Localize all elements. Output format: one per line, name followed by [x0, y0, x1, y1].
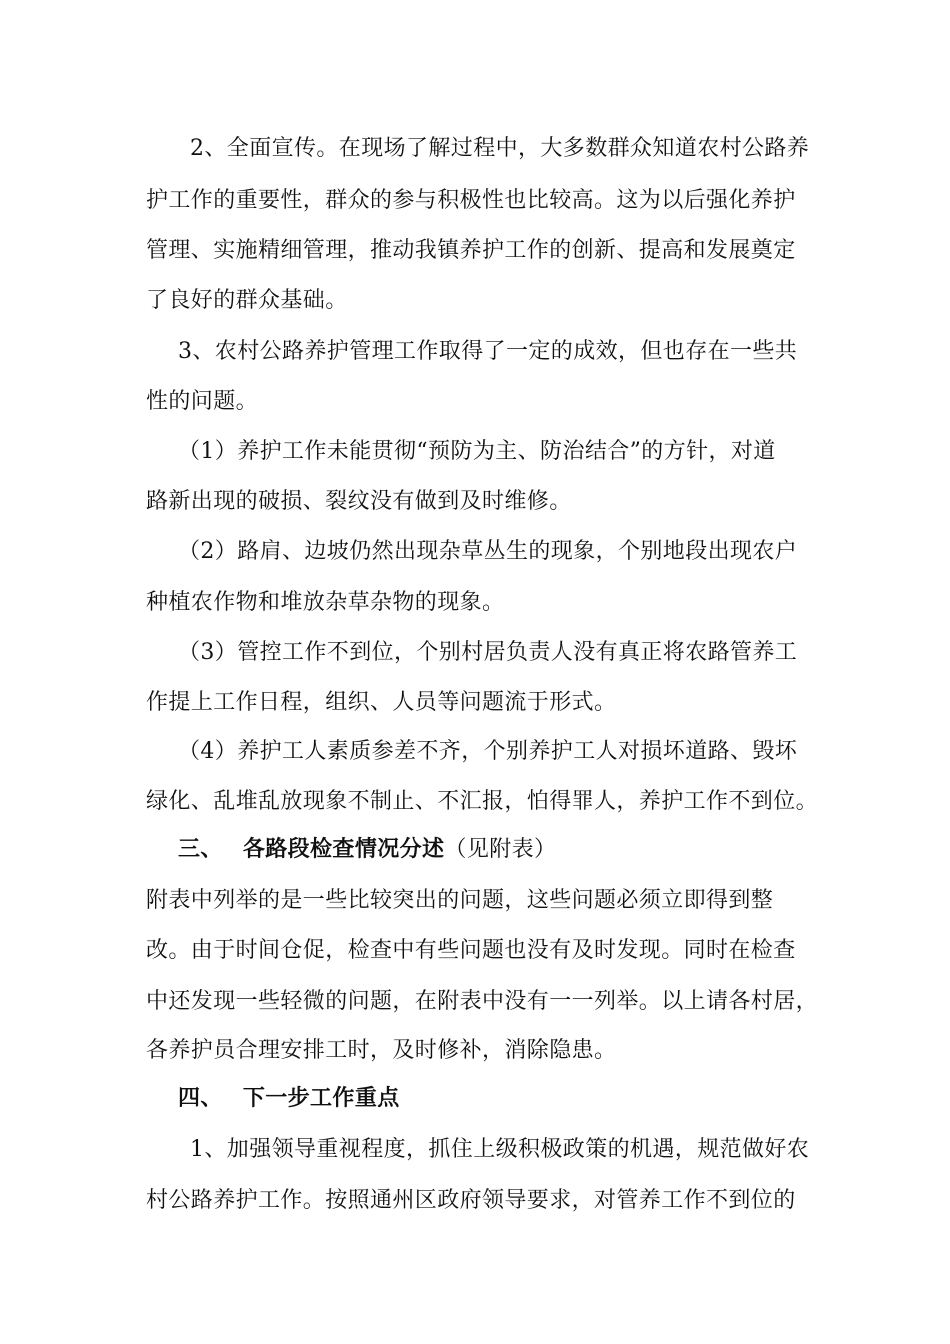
- paragraph-line: 性的问题。: [146, 389, 259, 414]
- section-heading-4: [178, 1084, 400, 1114]
- section-heading-3: [178, 835, 556, 865]
- paragraph-line: 管理、实施精细管理，推动我镇养护工作的创新、提高和发展奠定: [146, 238, 796, 263]
- paragraph-line: 附表中列举的是一些比较突出的问题，这些问题必须立即得到整: [146, 888, 774, 913]
- section-title: 下一步工作重点: [242, 1086, 400, 1111]
- section-number: 三、: [178, 837, 223, 862]
- section-note: （见附表）: [444, 837, 557, 862]
- paragraph-line: 村公路养护工作。按照通州区政府领导要求，对管养工作不到位的: [146, 1188, 796, 1213]
- paragraph-line: （4）养护工人素质参差不齐，个别养护工人对损坏道路、毁坏: [178, 739, 798, 764]
- paragraph-line: 各养护员合理安排工时，及时修补，消除隐患。: [146, 1038, 617, 1063]
- paragraph-line: 中还发现一些轻微的问题，在附表中没有一一列举。以上请各村居，: [146, 989, 819, 1014]
- paragraph-line: 改。由于时间仓促，检查中有些问题也没有及时发现。同时在检查: [146, 938, 796, 963]
- paragraph-line: 3、农村公路养护管理工作取得了一定的成效，但也存在一些共: [178, 339, 798, 364]
- paragraph-line: 路新出现的破损、裂纹没有做到及时维修。: [146, 489, 572, 514]
- paragraph-line: 了良好的群众基础。: [146, 288, 348, 313]
- paragraph-line: 1、加强领导重视程度，抓住上级积极政策的机遇，规范做好农: [190, 1137, 810, 1162]
- section-title: 各路段检查情况分述: [242, 837, 445, 862]
- paragraph-line: （3）管控工作不到位，个别村居负责人没有真正将农路管养工: [178, 640, 798, 665]
- paragraph-line: 护工作的重要性，群众的参与积极性也比较高。这为以后强化养护: [146, 188, 796, 213]
- paragraph-line: （1）养护工作未能贯彻“预防为主、防治结合”的方针，对道: [178, 439, 776, 464]
- section-number: 四、: [178, 1086, 223, 1111]
- paragraph-line: 绿化、乱堆乱放现象不制止、不汇报，怕得罪人，养护工作不到位。: [146, 789, 819, 814]
- paragraph-line: （2）路肩、边坡仍然出现杂草丛生的现象，个别地段出现农户: [178, 539, 798, 564]
- paragraph-line: 作提上工作日程，组织、人员等问题流于形式。: [146, 690, 617, 715]
- paragraph-line: 2、全面宣传。在现场了解过程中，大多数群众知道农村公路养: [190, 136, 810, 161]
- paragraph-line: 种植农作物和堆放杂草杂物的现象。: [146, 590, 505, 615]
